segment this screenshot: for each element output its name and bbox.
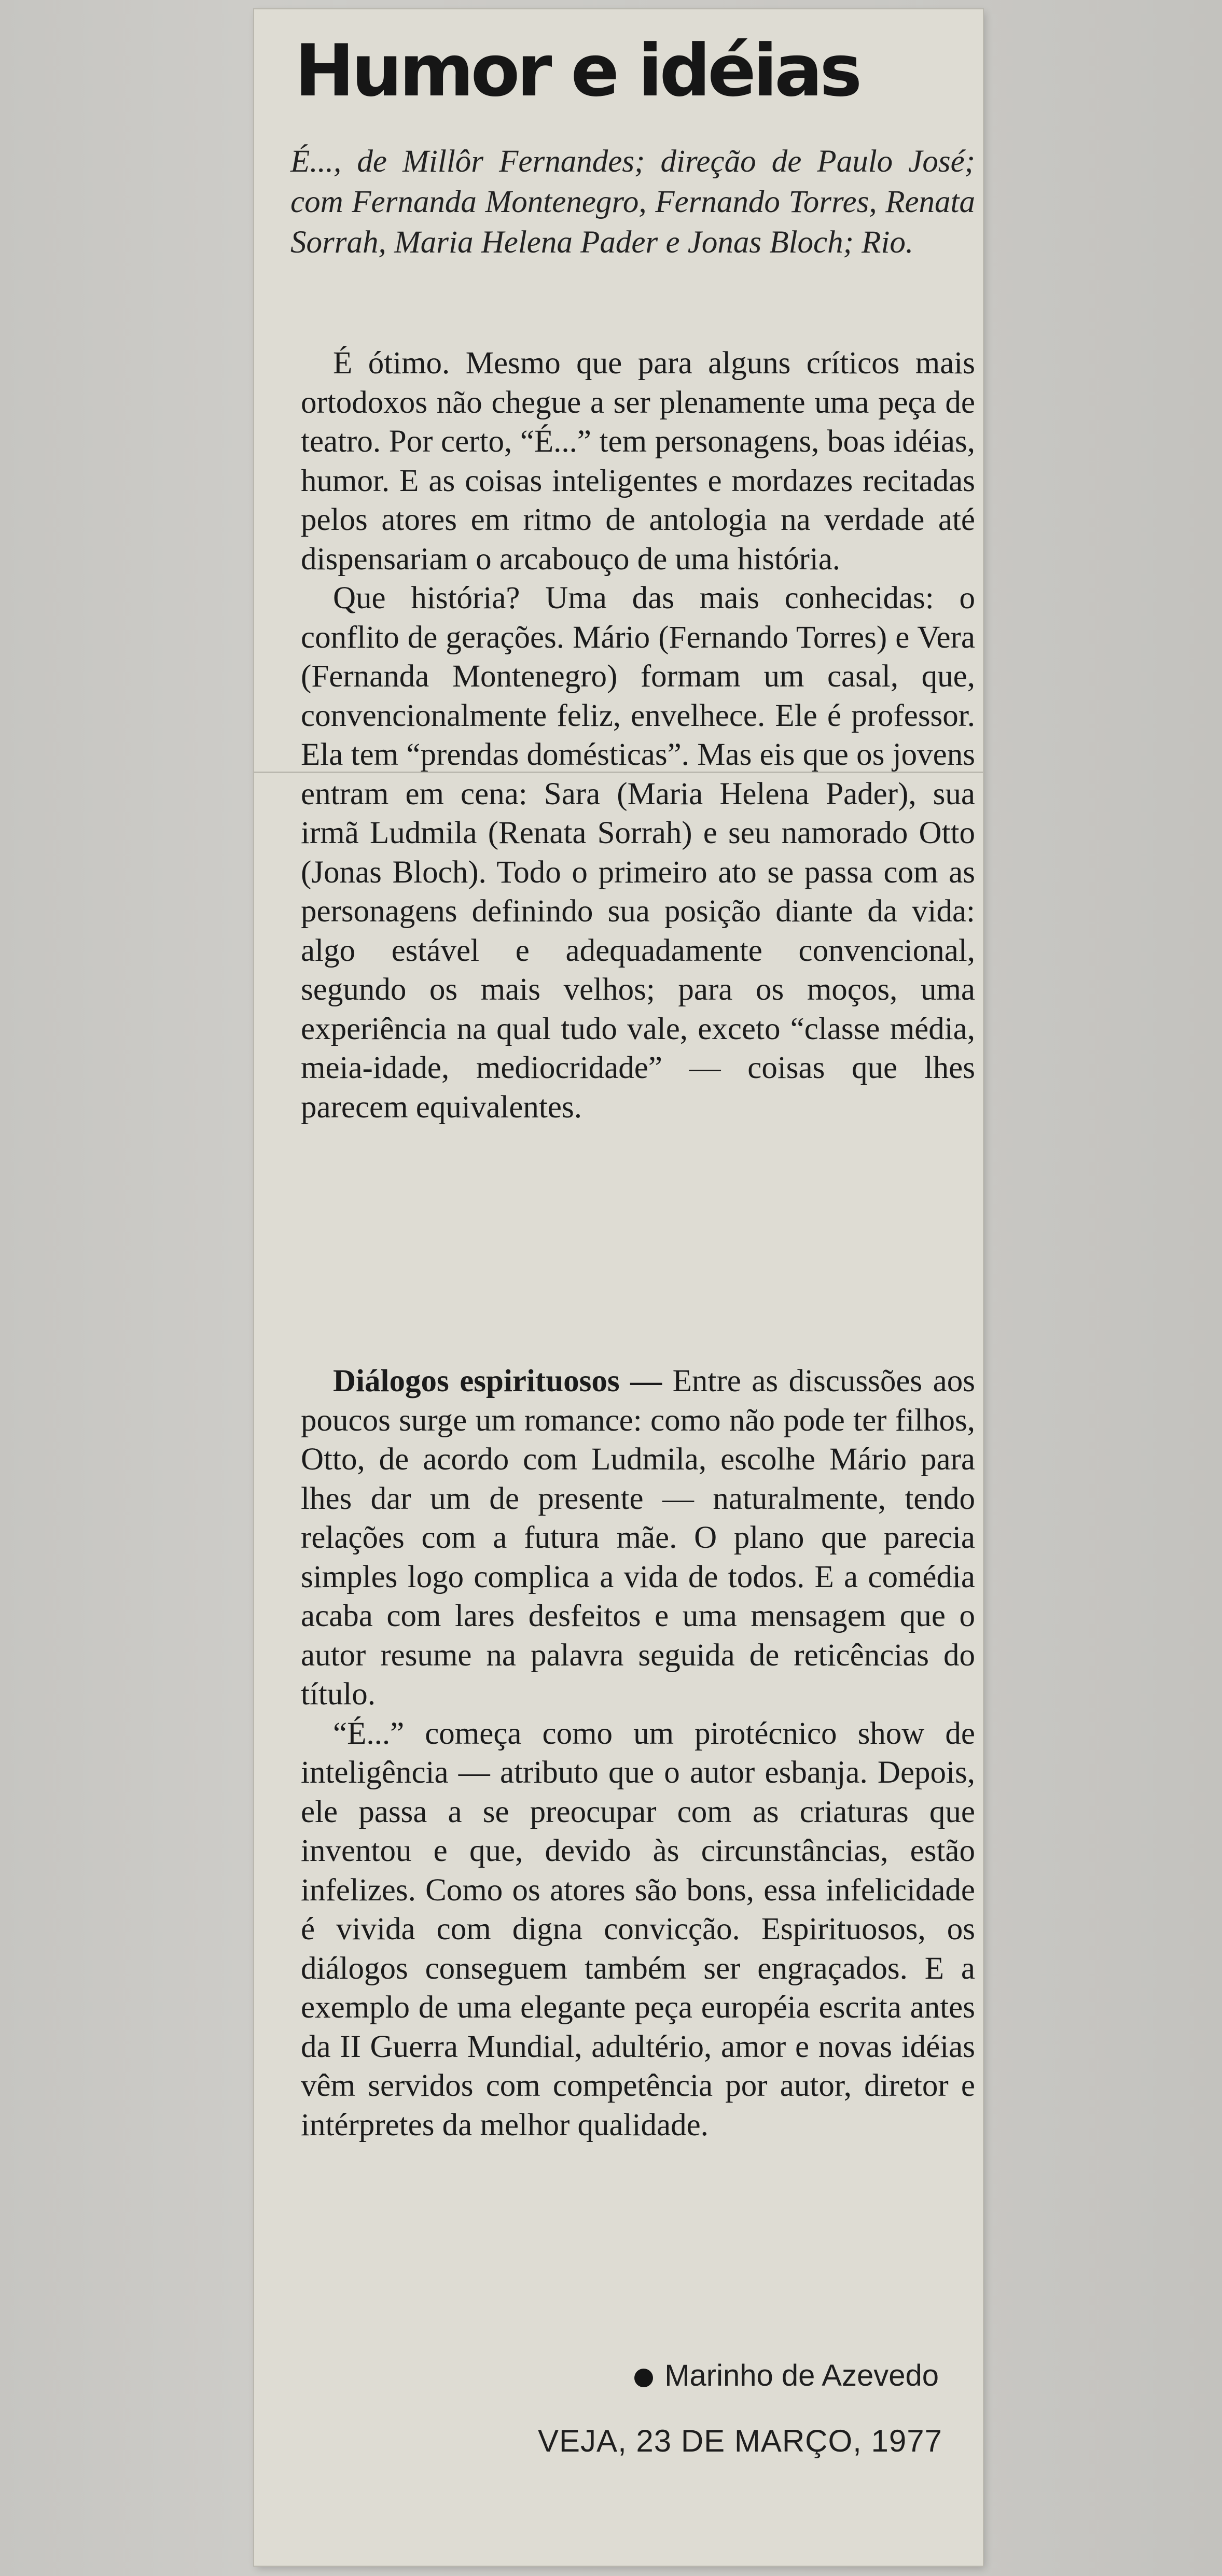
subhead-paragraph: [301, 1362, 975, 1714]
author-byline: [634, 2358, 939, 2393]
subhead-text: Entre as discussões aos poucos surge um romance: como não pode ter filhos, Otto, de acordo com Ludmila, escolhe Mário para lhes dar um de presente — naturalmente, tendo relações com a futura mãe. O plano que parecia simples logo complica a vida de todos. E a comédia acaba com lares desfeitos e uma mensagem que o autor resume na palavra seguida de reticências do título.: [301, 1364, 975, 1712]
paragraph: É ótimo. Mesmo que para alguns críticos mais ortodoxos não chegue a ser plenamente uma peça de teatro. Por certo, “É...” tem personagens, boas idéias, humor. E as coisas inteligentes e mordazes recitadas pelos atores em ritmo de antologia na verdade até dispensariam o arcabouço de uma história.: [301, 346, 975, 577]
article-body-bottom: [301, 1362, 975, 2145]
paragraph: Que história? Uma das mais conhecidas: o conflito de gerações. Mário (Fernando Torres) e Vera (Fernanda Montenegro) formam um casal, que, convencionalmente feliz, envelhece. Ele é professor. Ela tem “prendas domésticas”. Mas eis que os jovens entram em cena: Sara (Maria Helena Pader), sua irmã Ludmila (Renata Sorrah) e seu namorado Otto (Jonas Bloch). Todo o primeiro ato se passa com as personagens definindo sua posição diante da vida: algo estável e adequadamente convencional, segundo os mais velhos; para os moços, uma experiência na qual tudo vale, exceto “classe média, meia-idade, mediocridade” — coisas que lhes parecem equivalentes.: [301, 581, 975, 1125]
paragraph: “É...” começa como um pirotécnico show de inteligência — atributo que o autor esbanja. Depois, ele passa a se preocupar com as criaturas que inventou e que, devido às circunstâncias, estão infelizes. Como os atores são bons, essa infelicidade é vivida com digna convicção. Espirituosos, os diálogos conseguem também ser engraçados. E a exemplo de uma elegante peça européia escrita antes da II Guerra Mundial, adultério, amor e novas idéias vêm servidos com competência por autor, diretor e intérpretes da melhor qualidade.: [301, 1716, 975, 2143]
headline: Humor e idéias: [295, 29, 859, 113]
subhead: Diálogos espirituosos —: [333, 1364, 662, 1398]
newspaper-clipping: [254, 9, 983, 2566]
play-credits: É..., de Millôr Fernandes; direção de Paulo José; com Fernanda Montenegro, Fernando Torres, Renata Sorrah, Maria Helena Pader e Jonas Bloch; Rio.: [290, 144, 975, 260]
source-line: VEJA, 23 DE MARÇO, 1977: [538, 2424, 942, 2458]
author-name: Marinho de Azevedo: [664, 2359, 939, 2392]
article-body-top: [301, 344, 975, 1127]
bullet-icon: [634, 2369, 653, 2387]
